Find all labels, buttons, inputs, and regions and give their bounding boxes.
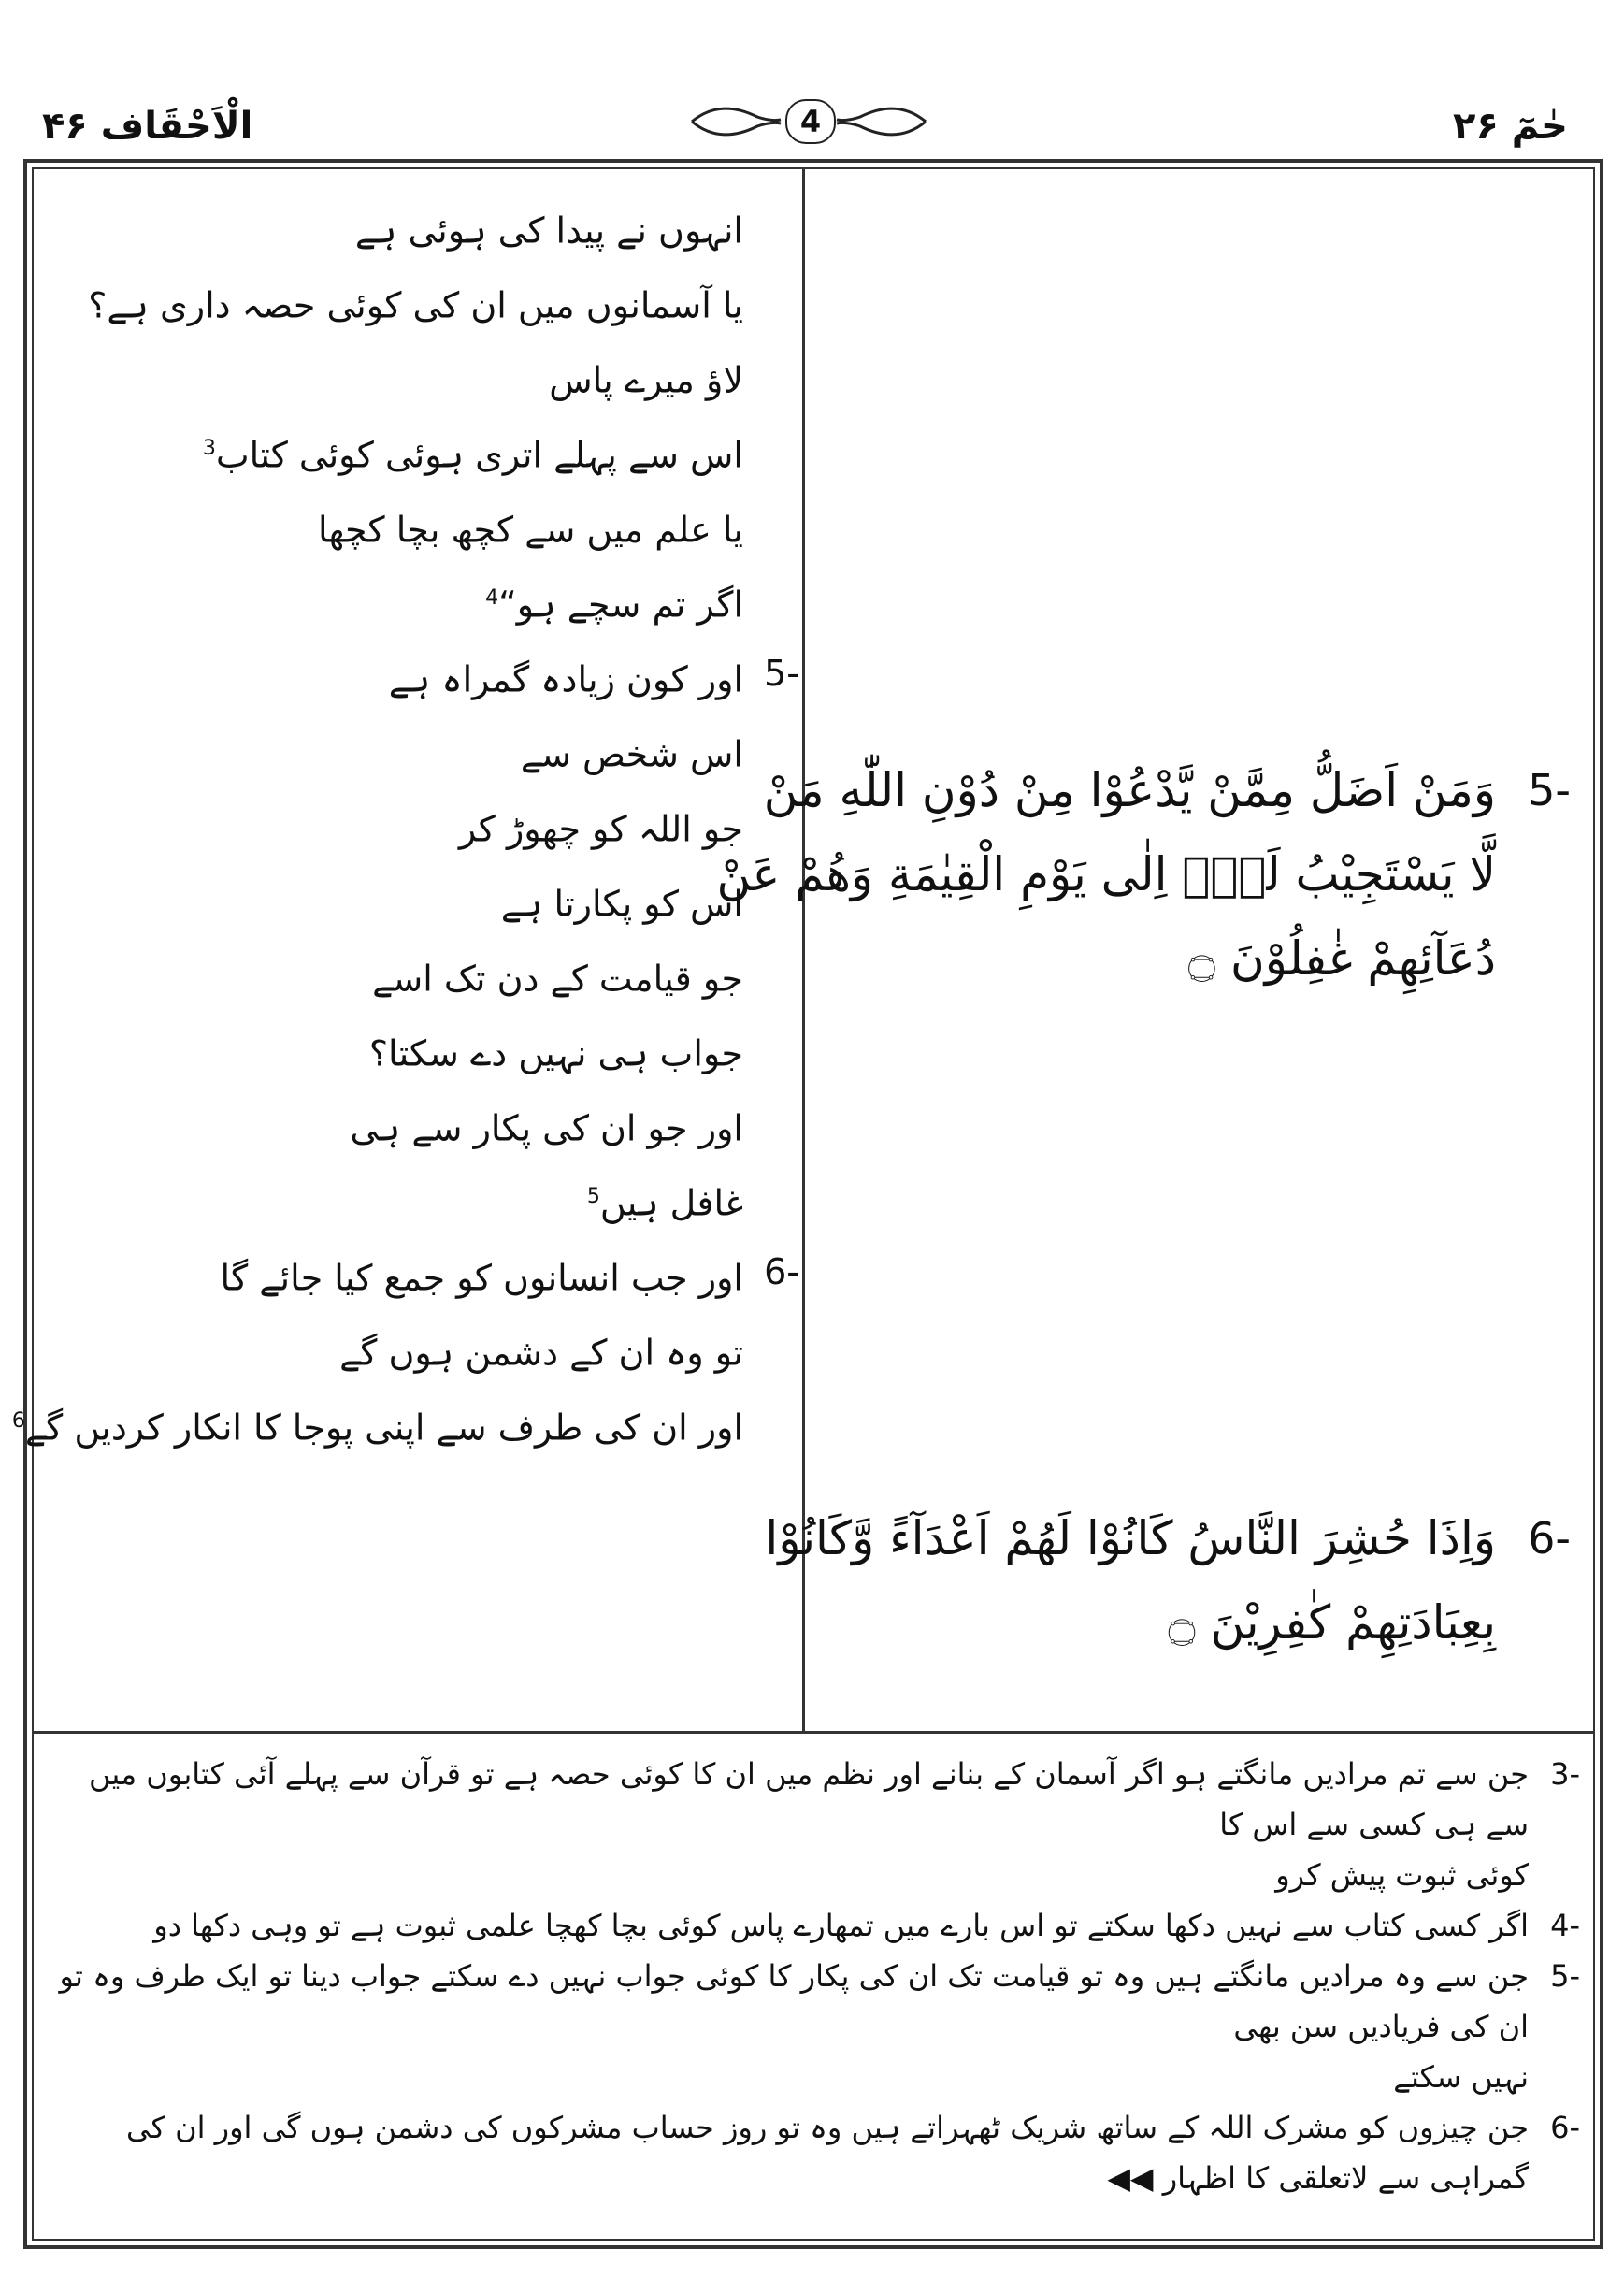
arabic-line: -5 وَمَنْ اَضَلُّ مِمَّنْ يَّدْعُوْا مِنْ دُوْنِ اللّٰهِ مَنْ	[832, 748, 1571, 832]
page-number: 4	[785, 99, 836, 144]
footnote-ref: 6	[11, 1409, 25, 1433]
footnote-ref: 5	[586, 1185, 600, 1208]
verse-number: -6	[1528, 1513, 1571, 1564]
translation-line: اس سے پہلے اتری ہوئی کوئی کتاب$^3$	[202, 434, 743, 476]
translation-line: اس کو پکارتا ہے	[500, 883, 743, 925]
arabic-verse-6	[765, 1496, 1571, 1665]
arabic-line: لَّا يَسْتَجِيْبُ لَهٗۤ اِلٰى يَوْمِ الْقِيٰمَةِ وَهُمْ عَنْ	[716, 847, 1496, 901]
arabic-line: دُعَآئِهِمْ غٰفِلُوْنَ ۝	[1187, 931, 1496, 986]
footnote-ref: 3	[202, 437, 216, 460]
translation-line: اور جو ان کی پکار سے ہی	[350, 1107, 743, 1149]
footnote: -5 جن سے وہ مرادیں مانگتے ہیں وہ تو قیامت تک ان کی پکار کا کوئی جواب نہیں دے سکتے جواب دینا تو ایک طرف وہ تو ان کی فریادیں سن بھی نہیں سکتے	[59, 1958, 1580, 2095]
translation-line: لاؤ میرے پاس	[549, 359, 743, 401]
footnote-divider	[32, 1731, 1595, 1734]
translation-line: جو اللہ کو چھوڑ کر	[458, 808, 743, 850]
arabic-verse-5	[716, 748, 1571, 1001]
translation-line: یا آسمانوں میں ان کی کوئی حصہ داری ہے؟	[88, 284, 743, 326]
footnote-ref: 4	[485, 586, 499, 610]
footnote: -6 جن چیزوں کو مشرک اللہ کے ساتھ شریک ٹھہراتے ہیں وہ تو روز حساب مشرکوں کی دشمن ہوں گی اور ان کی گمراہی سے لاتعلقی کا اظہار ◀◀	[125, 2110, 1580, 2196]
footnote: -4 اگر کسی کتاب سے نہیں دکھا سکتے تو اس بارے میں تمھارے پاس کوئی بچا کھچا علمی ثبوت ہے تو وہی دکھا دو	[153, 1908, 1580, 1943]
translation-line: غافل ہیں$^5$	[586, 1182, 743, 1224]
footnote: -3 جن سے تم مرادیں مانگتے ہو اگر آسمان کے بنانے اور نظم میں ان کا کوئی حصہ ہے تو قرآن سے پہلے آئی کتابوں میں سے ہی کسی سے اس کا کوئی ثبوت پیش کرو	[88, 1756, 1580, 1893]
translation-line: اور ان کی طرف سے اپنی پوجا کا انکار کردیں گے$^6$	[11, 1406, 743, 1449]
juz-title: حٰمٓ ۲۶	[1453, 105, 1568, 148]
translation-line: تو وہ ان کے دشمن ہوں گے	[339, 1332, 743, 1374]
translation-line: اگر تم سچے ہو“$^4$	[485, 584, 743, 626]
footnotes	[47, 1749, 1580, 2203]
verse-number: -5	[764, 653, 799, 694]
surah-title: الْاَحْقَاف ۴۶	[42, 105, 253, 148]
translation-line: -5 اور کون زیادہ گمراہ ہے	[56, 636, 799, 711]
translation-line: -6 اور جب انسانوں کو جمع کیا جائے گا	[56, 1234, 799, 1309]
translation-line: انہوں نے پیدا کی ہوئی ہے	[354, 209, 743, 252]
arabic-line: بِعِبَادَتِهِمْ كٰفِرِيْنَ ۝	[1168, 1595, 1496, 1650]
arabic-line: -6 وَاِذَا حُشِرَ النَّاسُ كَانُوْا لَهُمْ اَعْدَآءً وَّكَانُوْا	[832, 1496, 1571, 1580]
translation-line: جواب ہی نہیں دے سکتا؟	[368, 1032, 743, 1074]
verse-number: -5	[1528, 765, 1571, 815]
page-number-ornament	[683, 94, 935, 150]
translation-line: اس شخص سے	[520, 733, 743, 775]
translation-line: یا علم میں سے کچھ بچا کچھا	[317, 509, 743, 551]
translation-column	[11, 187, 799, 1459]
verse-number: -6	[764, 1251, 799, 1292]
translation-line: جو قیامت کے دن تک اسے	[372, 958, 743, 1000]
